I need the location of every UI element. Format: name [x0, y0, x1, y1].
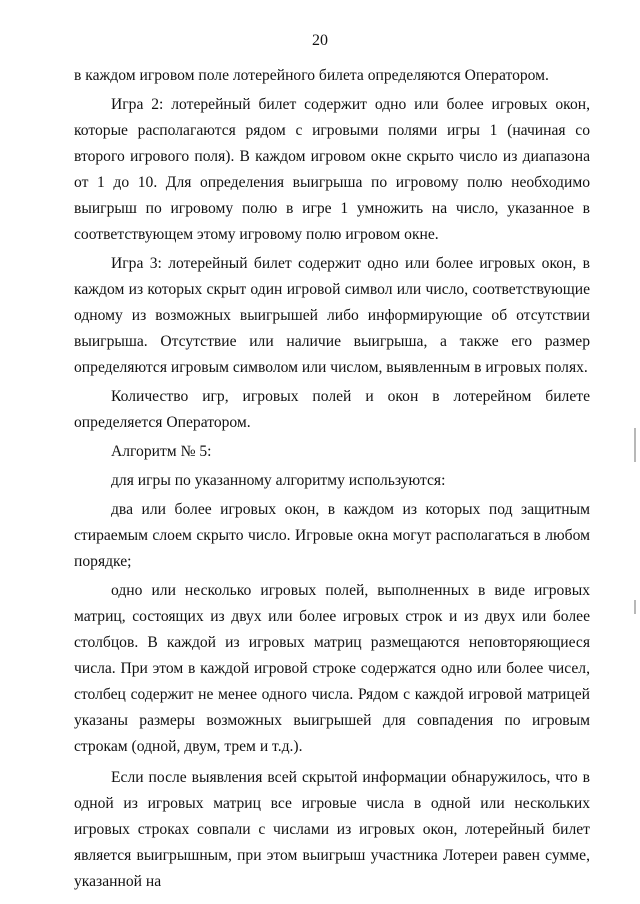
paragraph-game-matrices: одно или несколько игровых полей, выполненных в виде игровых матриц, состоящих из двух или более игровых строк и из двух или более столбцов. В каждой из игровых матриц размещаются неповторяющиеся числа. При этом в каждой игровой строке содержатся одно или более чисел, столбец содержит не менее одного числа. Рядом с каждой игровой матрицей указаны размеры возможных выигрышей для совпадения по игровым строкам (одной, двум, трем и т.д.). — [74, 582, 590, 755]
document-body — [74, 63, 590, 895]
paragraph-game-count: Количество игр, игровых полей и окон в лотерейном билете определяется Оператором. — [74, 388, 590, 431]
paragraph-game-3: Игра 3: лотерейный билет содержит одно или более игровых окон, в каждом из которых скрыт один игровой символ или число, соответствующие одному из возможных выигрышей либо информирующие об отсутствии выигрыша. Отсутствие или наличие выигрыша, а также его размер определяются игровым символом или числом, выявленным в игровых полях. — [74, 255, 590, 376]
page-number: 20 — [312, 32, 328, 49]
paragraph-continuation: в каждом игровом поле лотерейного билета определяются Оператором. — [74, 67, 549, 84]
scan-edge-mark — [634, 428, 636, 462]
paragraph-algorithm-heading: Алгоритм № 5: — [111, 443, 212, 460]
paragraph-winning-condition: Если после выявления всей скрытой информации обнаружилось, что в одной из игровых матриц все игровые числа в одной или нескольких игровых строках совпали с числами из игровых окон, лотерейный билет является выигрышным, при этом выигрыш участника Лотереи равен сумме, указанной на — [74, 769, 590, 890]
paragraph-game-2: Игра 2: лотерейный билет содержит одно или более игровых окон, которые располагаются рядом с игровыми полями игры 1 (начиная со второго игрового поля). В каждом игровом окне скрыто число из диапазона от 1 до 10. Для определения выигрыша по игровому полю необходимо выигрыш по игровому полю в игре 1 умножить на число, указанное в соответствующем этому игровому полю игровом окне. — [74, 96, 590, 243]
scan-edge-mark — [634, 600, 636, 614]
paragraph-game-windows: два или более игровых окон, в каждом из которых под защитным стираемым слоем скрыто число. Игровые окна могут располагаться в любом порядке; — [74, 501, 590, 570]
paragraph-algorithm-intro: для игры по указанному алгоритму используются: — [111, 472, 446, 489]
